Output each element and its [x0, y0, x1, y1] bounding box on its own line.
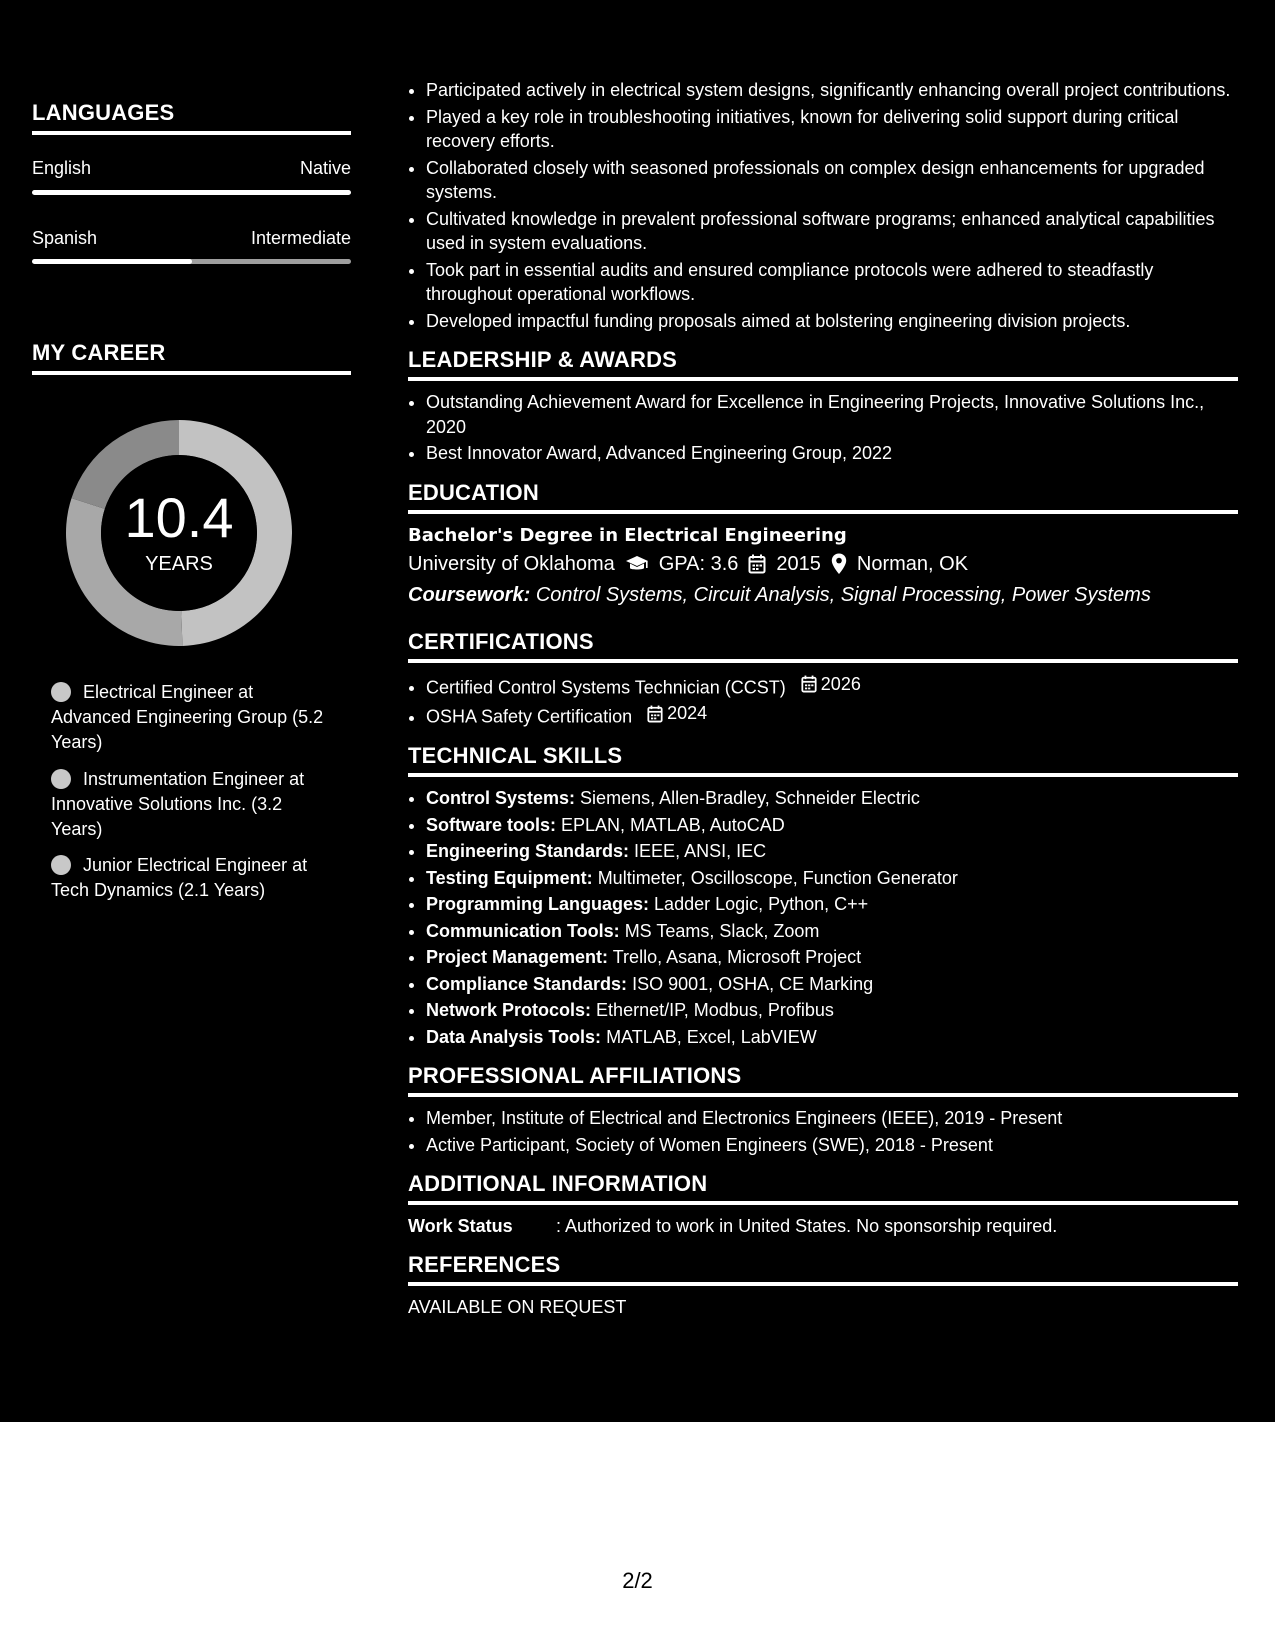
cert-name: Certified Control Systems Technician (CCST) [426, 676, 786, 697]
sidebar [0, 0, 378, 1422]
skills-heading: TECHNICAL SKILLS [408, 743, 1238, 777]
list-item [426, 866, 1238, 891]
list-item: • Participated actively in electrical system designs, significantly enhancing overall project contributions. [426, 78, 1238, 103]
list-item [426, 998, 1238, 1023]
additional-info-heading: ADDITIONAL INFORMATION [408, 1171, 1238, 1205]
list-item [426, 813, 1238, 838]
list-item: • Member, Institute of Electrical and Electronics Engineers (IEEE), 2019 - Present [426, 1106, 1238, 1131]
coursework-text: Control Systems, Circuit Analysis, Signal Processing, Power Systems [535, 583, 1151, 606]
list-item: • Played a key role in troubleshooting initiatives, known for delivering solid support during critical recovery efforts. [426, 105, 1238, 154]
work-status-value: : Authorized to work in United States. No sponsorship required. [556, 1216, 1058, 1236]
list-item [426, 1025, 1238, 1050]
page-number: 2/2 [622, 1568, 653, 1593]
work-status-row [408, 1214, 1238, 1238]
list-item [426, 672, 1238, 700]
location-pin-icon [831, 553, 847, 575]
skill-value: MS Teams, Slack, Zoom [624, 920, 820, 941]
education-year: 2015 [776, 552, 821, 575]
education-degree: Bachelor's Degree in Electrical Engineering [408, 524, 847, 546]
skill-label: Engineering Standards: [426, 841, 630, 861]
list-item [426, 839, 1238, 864]
list-item [426, 972, 1238, 997]
language-bar-fill [32, 190, 351, 195]
skill-value: Multimeter, Oscilloscope, Function Generator [597, 867, 958, 888]
bullet-dot-icon [51, 855, 71, 875]
list-item [426, 892, 1238, 917]
career-item [51, 680, 331, 755]
skill-label: Control Systems: [426, 788, 576, 808]
career-item [51, 853, 331, 903]
skill-value: Ladder Logic, Python, C++ [654, 894, 869, 914]
skill-value: Trello, Asana, Microsoft Project [612, 947, 862, 967]
certifications-list [408, 672, 1238, 730]
language-bar-spanish [32, 259, 351, 264]
cert-date [801, 672, 861, 697]
skill-label: Software tools: [426, 814, 557, 835]
skill-value: Ethernet/IP, Modbus, Profibus [596, 1000, 834, 1020]
language-level: Intermediate [250, 228, 351, 248]
skill-value: Siemens, Allen-Bradley, Schneider Electric [580, 788, 920, 808]
education-heading: EDUCATION [408, 480, 1238, 514]
affiliations-list [408, 1106, 1238, 1157]
career-item-text: Electrical Engineer at Advanced Engineering Group (5.2 Years) [51, 682, 324, 752]
leadership-list [408, 390, 1238, 466]
references-text: AVAILABLE ON REQUEST [408, 1297, 627, 1317]
skill-label: Project Management: [426, 947, 609, 967]
education-gpa: GPA: 3.6 [658, 552, 739, 575]
skill-value: ISO 9001, OSHA, CE Marking [632, 973, 874, 994]
list-item: • Active Participant, Society of Women Engineers (SWE), 2018 - Present [426, 1133, 1238, 1158]
bullet-dot-icon [51, 682, 71, 702]
languages-heading: LANGUAGES [32, 100, 351, 135]
calendar-icon [748, 554, 766, 574]
bullet-dot-icon [51, 769, 71, 789]
language-row-spanish [32, 228, 351, 249]
language-bar-english [32, 190, 351, 195]
list-item [426, 945, 1238, 970]
skills-list [408, 786, 1238, 1049]
list-item [426, 919, 1238, 944]
skill-label: Data Analysis Tools: [426, 1026, 602, 1047]
skill-value: IEEE, ANSI, IEC [634, 841, 767, 861]
language-level: Native [299, 158, 351, 178]
cert-date [647, 701, 707, 726]
list-item [426, 786, 1238, 811]
leadership-heading: LEADERSHIP & AWARDS [408, 347, 1238, 381]
education-details [408, 549, 1238, 579]
language-row-english [32, 158, 351, 179]
list-item: • Best Innovator Award, Advanced Engineering Group, 2022 [426, 441, 1238, 466]
education-school: University of Oklahoma [408, 552, 615, 575]
career-years-label: YEARS [145, 553, 213, 575]
list-item: • Cultivated knowledge in prevalent professional software programs; enhanced analytical capabilities used in system evaluations. [426, 207, 1238, 256]
career-total-years: 10.4 [124, 486, 234, 549]
skill-value: EPLAN, MATLAB, AutoCAD [561, 814, 785, 835]
career-item-text: Instrumentation Engineer at Innovative Solutions Inc. (3.2 Years) [51, 769, 305, 839]
skill-value: MATLAB, Excel, LabVIEW [606, 1026, 817, 1047]
calendar-icon [647, 705, 663, 723]
affiliations-heading: PROFESSIONAL AFFILIATIONS [408, 1063, 1238, 1097]
work-status-key: Work Status [408, 1216, 513, 1236]
calendar-icon [801, 675, 817, 693]
list-item [426, 701, 1238, 729]
career-heading: MY CAREER [32, 340, 351, 375]
list-item: • Took part in essential audits and ensured compliance protocols were adhered to steadfastly throughout operational workflows. [426, 258, 1238, 307]
career-item-text: Junior Electrical Engineer at Tech Dynamics (2.1 Years) [51, 855, 308, 900]
language-bar-fill [32, 259, 192, 264]
references-heading: REFERENCES [408, 1252, 1238, 1286]
career-item [51, 767, 331, 842]
experience-bullets [408, 78, 1238, 333]
graduation-cap-icon [625, 555, 649, 573]
cert-year: 2026 [820, 673, 861, 694]
skill-label: Network Protocols: [426, 1000, 592, 1020]
cert-year: 2024 [667, 703, 708, 724]
skill-label: Programming Languages: [426, 894, 650, 914]
skill-label: Communication Tools: [426, 920, 620, 941]
certifications-heading: CERTIFICATIONS [408, 629, 1238, 663]
skill-label: Compliance Standards: [426, 973, 628, 994]
cert-name: OSHA Safety Certification [426, 706, 633, 727]
education-location: Norman, OK [856, 552, 969, 575]
education-coursework [408, 581, 1238, 609]
list-item: • Outstanding Achievement Award for Excellence in Engineering Projects, Innovative Solutions Inc., 2020 [426, 390, 1238, 439]
skill-label: Testing Equipment: [426, 867, 593, 888]
main-column [378, 0, 1275, 1422]
coursework-label: Coursework: [408, 583, 531, 606]
language-name: Spanish [32, 228, 98, 248]
list-item: • Developed impactful funding proposals aimed at bolstering engineering division projects. [426, 309, 1238, 334]
list-item: • Collaborated closely with seasoned professionals on complex design enhancements for upgraded systems. [426, 156, 1238, 205]
language-name: English [32, 158, 92, 178]
